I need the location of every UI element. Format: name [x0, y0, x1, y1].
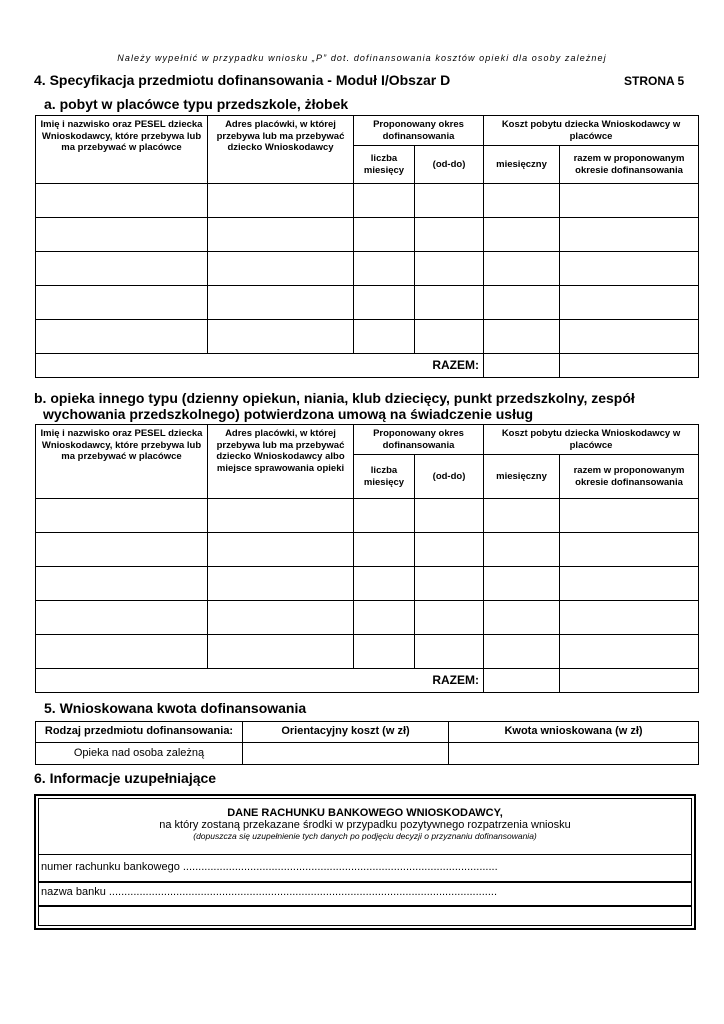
section-b-title-line1: b. opieka innego typu (dzienny opiekun, niania, klub dziecięcy, punkt przedszkolny, zespół — [34, 390, 635, 406]
table-row — [36, 567, 699, 601]
cell-total[interactable] — [560, 252, 699, 286]
cell-months[interactable] — [354, 499, 415, 533]
bank-details-header — [39, 807, 691, 841]
cell-name[interactable] — [36, 499, 208, 533]
table-row — [36, 533, 699, 567]
total-monthly[interactable] — [484, 669, 560, 693]
cell-months[interactable] — [354, 218, 415, 252]
col-header-fromto: (od-do) — [415, 146, 484, 184]
cell-total[interactable] — [560, 499, 699, 533]
col-header-address: Adres placówki, w której przebywa lub ma przebywać dziecko Wnioskodawcy albo miejsce sprawowania opieki — [208, 425, 354, 499]
cell-months[interactable] — [354, 252, 415, 286]
divider — [39, 854, 691, 855]
table-row — [36, 743, 699, 765]
cell-months[interactable] — [354, 320, 415, 354]
section-4-title: 4. Specyfikacja przedmiotu dofinansowania - Moduł I/Obszar D — [34, 72, 451, 88]
cell-months[interactable] — [354, 601, 415, 635]
col-header-cost: Koszt pobytu dziecka Wnioskodawcy w placówce — [484, 116, 699, 146]
total-row — [36, 669, 699, 693]
cell-fromto[interactable] — [415, 601, 484, 635]
cell-monthly[interactable] — [484, 218, 560, 252]
col-header-amount: Kwota wnioskowana (w zł) — [449, 722, 699, 743]
cell-monthly[interactable] — [484, 567, 560, 601]
bank-details-inner — [38, 798, 692, 926]
cell-address[interactable] — [208, 320, 354, 354]
col-header-cost: Koszt pobytu dziecka Wnioskodawcy w placówce — [484, 425, 699, 455]
cell-address[interactable] — [208, 567, 354, 601]
bank-name-field[interactable]: nazwa banku ............................................................................................................................... — [41, 886, 498, 898]
cell-monthly[interactable] — [484, 533, 560, 567]
table-5 — [35, 721, 699, 765]
razem-label: RAZEM: — [36, 669, 484, 693]
section-b-title — [34, 390, 690, 422]
cell-monthly[interactable] — [484, 635, 560, 669]
cell-total[interactable] — [560, 320, 699, 354]
table-a — [35, 115, 699, 378]
cell-name[interactable] — [36, 286, 208, 320]
table-row — [36, 184, 699, 218]
cell-monthly[interactable] — [484, 320, 560, 354]
cell-name[interactable] — [36, 184, 208, 218]
total-sum[interactable] — [560, 354, 699, 378]
col-header-monthly: miesięczny — [484, 146, 560, 184]
cell-monthly[interactable] — [484, 184, 560, 218]
cell-address[interactable] — [208, 252, 354, 286]
cell-total[interactable] — [560, 218, 699, 252]
cell-total[interactable] — [560, 184, 699, 218]
cell-monthly[interactable] — [484, 499, 560, 533]
total-row — [36, 354, 699, 378]
col-header-address: Adres placówki, w której przebywa lub ma przebywać dziecko Wnioskodawcy — [208, 116, 354, 184]
bank-title: DANE RACHUNKU BANKOWEGO WNIOSKODAWCY, — [227, 807, 503, 819]
cell-name[interactable] — [36, 320, 208, 354]
col-header-period: Proponowany okres dofinansowania — [354, 116, 484, 146]
cell-monthly[interactable] — [484, 601, 560, 635]
cell-total[interactable] — [560, 533, 699, 567]
col-header-name: Imię i nazwisko oraz PESEL dziecka Wnioskodawcy, które przebywa lub ma przebywać w placówce — [36, 425, 208, 499]
table-row — [36, 286, 699, 320]
cell-address[interactable] — [208, 601, 354, 635]
cell-months[interactable] — [354, 635, 415, 669]
bank-details-box — [34, 794, 696, 930]
cell-name[interactable] — [36, 252, 208, 286]
cell-name[interactable] — [36, 601, 208, 635]
cell-type: Opieka nad osoba zależną — [36, 743, 243, 765]
cell-months[interactable] — [354, 567, 415, 601]
cell-total[interactable] — [560, 567, 699, 601]
table-row — [36, 252, 699, 286]
col-header-monthly: miesięczny — [484, 455, 560, 499]
cell-total[interactable] — [560, 286, 699, 320]
cell-address[interactable] — [208, 499, 354, 533]
page-label: STRONA 5 — [624, 74, 685, 88]
cell-months[interactable] — [354, 286, 415, 320]
bank-subtitle: na który zostaną przekazane środki w przypadku pozytywnego rozpatrzenia wniosku — [159, 819, 571, 831]
cell-address[interactable] — [208, 635, 354, 669]
section-a-title: a. pobyt w placówce typu przedszkole, żłobek — [44, 96, 349, 112]
section-6-title: 6. Informacje uzupełniające — [34, 770, 217, 786]
cell-fromto[interactable] — [415, 286, 484, 320]
cell-fromto[interactable] — [415, 320, 484, 354]
table-b — [35, 424, 699, 693]
bank-note: (dopuszcza się uzupełnienie tych danych po podjęciu decyzji o przyznaniu dofinansowania) — [193, 831, 537, 841]
cell-address[interactable] — [208, 286, 354, 320]
col-header-fromto: (od-do) — [415, 455, 484, 499]
cell-months[interactable] — [354, 533, 415, 567]
cell-fromto[interactable] — [415, 184, 484, 218]
cell-fromto[interactable] — [415, 533, 484, 567]
divider — [39, 881, 691, 883]
cell-total[interactable] — [560, 635, 699, 669]
table-row — [36, 218, 699, 252]
cell-monthly[interactable] — [484, 286, 560, 320]
total-sum[interactable] — [560, 669, 699, 693]
col-header-total: razem w proponowanym okresie dofinansowania — [560, 455, 699, 499]
filing-note: Należy wypełnić w przypadku wniosku „P” dot. dofinansowania kosztów opieki dla osoby zależnej — [117, 53, 607, 63]
col-header-months: liczba miesięcy — [354, 455, 415, 499]
section-5-title: 5. Wnioskowana kwota dofinansowania — [44, 700, 307, 716]
cell-name[interactable] — [36, 567, 208, 601]
cell-name[interactable] — [36, 533, 208, 567]
cell-fromto[interactable] — [415, 252, 484, 286]
razem-label: RAZEM: — [36, 354, 484, 378]
cell-cost[interactable] — [243, 743, 449, 765]
table-row — [36, 320, 699, 354]
table-row — [36, 499, 699, 533]
cell-fromto[interactable] — [415, 218, 484, 252]
total-monthly[interactable] — [484, 354, 560, 378]
col-header-months: liczba miesięcy — [354, 146, 415, 184]
cell-fromto[interactable] — [415, 567, 484, 601]
cell-monthly[interactable] — [484, 252, 560, 286]
cell-amount[interactable] — [449, 743, 699, 765]
section-b-title-line2: wychowania przedszkolnego) potwierdzona umową na świadczenie usług — [43, 406, 534, 422]
cell-months[interactable] — [354, 184, 415, 218]
cell-address[interactable] — [208, 184, 354, 218]
col-header-period: Proponowany okres dofinansowania — [354, 425, 484, 455]
cell-fromto[interactable] — [415, 635, 484, 669]
cell-address[interactable] — [208, 218, 354, 252]
cell-fromto[interactable] — [415, 499, 484, 533]
cell-address[interactable] — [208, 533, 354, 567]
cell-total[interactable] — [560, 601, 699, 635]
col-header-cost: Orientacyjny koszt (w zł) — [243, 722, 449, 743]
col-header-name: Imię i nazwisko oraz PESEL dziecka Wnioskodawcy, które przebywa lub ma przebywać w placówce — [36, 116, 208, 184]
divider — [39, 905, 691, 907]
col-header-type: Rodzaj przedmiotu dofinansowania: — [36, 722, 243, 743]
cell-name[interactable] — [36, 218, 208, 252]
table-row — [36, 601, 699, 635]
table-row — [36, 635, 699, 669]
account-number-field[interactable]: numer rachunku bankowego ....................................................................................................... — [41, 861, 498, 873]
cell-name[interactable] — [36, 635, 208, 669]
col-header-total: razem w proponowanym okresie dofinansowania — [560, 146, 699, 184]
